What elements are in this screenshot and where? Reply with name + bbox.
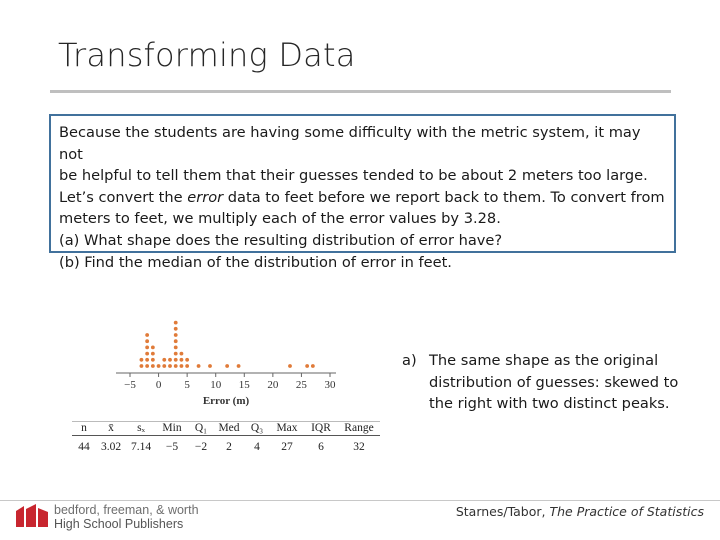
stat-value: 2 [226, 441, 232, 453]
data-dot [180, 364, 184, 368]
question-b: (b) Find the median of the distribution of error in feet. [59, 253, 452, 271]
data-dot [174, 346, 178, 350]
data-dot [162, 364, 166, 368]
data-dot [180, 352, 184, 356]
answer-label: a) [402, 352, 417, 369]
stat-header: Min [156, 421, 188, 436]
data-dot [151, 352, 155, 356]
data-dot [237, 364, 241, 368]
stat-header: Range [338, 421, 380, 436]
data-dot [185, 358, 189, 362]
data-dot [151, 358, 155, 362]
data-dot [145, 352, 149, 356]
answer-line: the right with two distinct peaks. [429, 395, 670, 413]
data-dot [140, 358, 144, 362]
data-dot [157, 364, 161, 368]
data-dot [168, 358, 172, 362]
stat-value: −5 [165, 441, 179, 453]
answer-block [402, 350, 702, 415]
data-dot [174, 339, 178, 343]
data-dot [174, 358, 178, 362]
dots-layer [140, 321, 315, 368]
question-a: (a) What shape does the resulting distribution of error have? [59, 231, 503, 249]
problem-line: meters to feet, we multiply each of the error values by 3.28. [59, 210, 501, 228]
data-dot [174, 364, 178, 368]
stat-value: 32 [353, 441, 365, 453]
error-dotplot [116, 312, 346, 412]
ticks-layer [124, 373, 336, 391]
stat-header: Q₃ [244, 421, 270, 436]
data-dot [168, 364, 172, 368]
data-dot [197, 364, 201, 368]
stats-value-row [72, 436, 380, 455]
data-dot [174, 333, 178, 337]
stat-header: Med [214, 421, 244, 436]
stat-header: sₓ [126, 421, 156, 436]
x-tick-label: 25 [295, 379, 307, 391]
problem-emphasis: error [187, 188, 224, 206]
stat-header: IQR [304, 421, 338, 436]
title-divider [50, 90, 671, 93]
stat-value: 3.02 [100, 441, 122, 453]
stat-value: 6 [318, 441, 324, 453]
stat-header: n [72, 421, 96, 436]
data-dot [151, 364, 155, 368]
stat-header: Q₁ [188, 421, 214, 436]
data-dot [145, 358, 149, 362]
stat-value: −2 [194, 441, 208, 453]
citation-book-title: The Practice of Statistics [549, 504, 704, 519]
x-tick-label: 0 [155, 379, 162, 391]
slide-title: Transforming Data [58, 36, 356, 74]
problem-line [59, 187, 666, 209]
footer-divider [0, 500, 720, 501]
stat-value: 7.14 [130, 441, 152, 453]
data-dot [208, 364, 212, 368]
answer-line: distribution of guesses: skewed to [429, 373, 679, 391]
data-dot [162, 358, 166, 362]
data-dot [180, 358, 184, 362]
data-dot [140, 364, 144, 368]
problem-text: Let’s convert the [59, 188, 188, 206]
data-dot [145, 364, 149, 368]
problem-box [49, 114, 676, 271]
data-dot [225, 364, 229, 368]
summary-stats-table [72, 421, 380, 454]
citation [456, 504, 704, 519]
data-dot [174, 352, 178, 356]
data-dot [145, 333, 149, 337]
publisher-logo-icon [14, 503, 50, 529]
x-tick-label: 10 [210, 379, 222, 391]
x-tick-label: −5 [124, 379, 136, 391]
stat-value: 27 [281, 441, 293, 453]
citation-authors: Starnes/Tabor, [455, 504, 550, 519]
problem-line: be helpful to tell them that their guesses tended to be about 2 meters too large. [59, 167, 648, 185]
data-dot [288, 364, 292, 368]
publisher-line-2: High School Publishers [54, 517, 184, 531]
stat-header: x̄ [96, 421, 126, 436]
data-dot [145, 346, 149, 350]
problem-line: Because the students are having some difficulty with the metric system, it may not [59, 124, 641, 163]
data-dot [311, 364, 315, 368]
x-axis-label: Error (m) [202, 395, 250, 407]
x-tick-label: 20 [267, 379, 279, 391]
stat-header: Max [270, 421, 304, 436]
stat-value: 44 [78, 441, 90, 453]
data-dot [185, 364, 189, 368]
stat-value: 4 [254, 441, 260, 453]
stats-header-row [72, 421, 380, 436]
publisher-line-1: bedford, freeman, & worth [54, 503, 199, 517]
data-dot [151, 346, 155, 350]
data-dot [145, 339, 149, 343]
x-tick-label: 5 [184, 379, 190, 391]
problem-text: data to feet before we report back to them. To convert from [223, 188, 665, 206]
data-dot [305, 364, 309, 368]
x-tick-label: 30 [324, 379, 336, 391]
x-tick-label: 15 [238, 379, 250, 391]
data-dot [174, 321, 178, 325]
publisher-name [54, 503, 199, 531]
answer-line: The same shape as the original [429, 352, 659, 369]
data-dot [174, 327, 178, 331]
